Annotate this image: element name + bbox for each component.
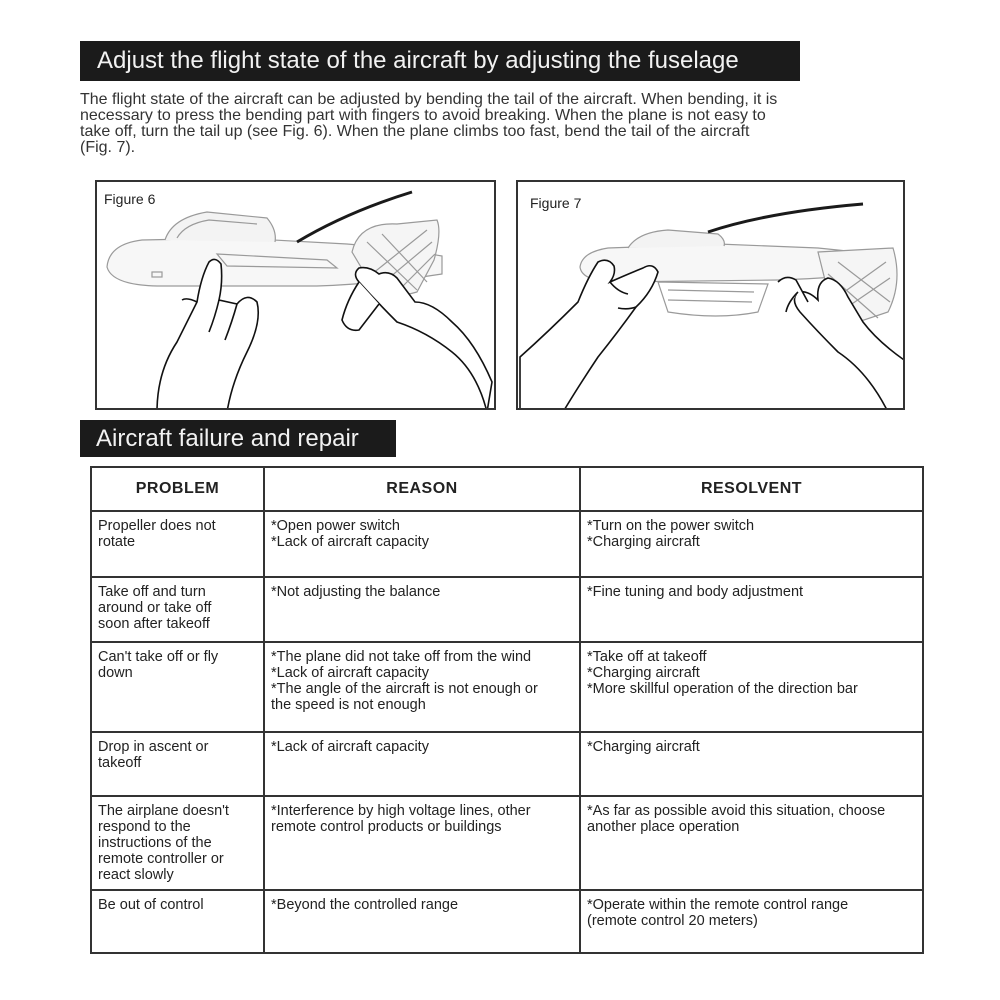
cell-resolvent: *Turn on the power switch *Charging aircraft bbox=[580, 511, 923, 577]
header-problem: PROBLEM bbox=[91, 467, 264, 511]
cell-reason: *Interference by high voltage lines, other remote control products or buildings bbox=[264, 796, 580, 890]
cell-resolvent: *As far as possible avoid this situation, choose another place operation bbox=[580, 796, 923, 890]
figure-6-illustration bbox=[97, 182, 496, 410]
cell-resolvent: *Operate within the remote control range (remote control 20 meters) bbox=[580, 890, 923, 953]
cell-problem: Take off and turn around or take off soon after takeoff bbox=[91, 577, 264, 642]
intro-paragraph: The flight state of the aircraft can be adjusted by bending the tail of the aircraft. When bending, it is necessary to press the bending part with fingers to avoid breaking. When the plane is not easy to take off, turn the tail up (see Fig. 6). When the plane climbs too fast, bend the tail of the aircraft (Fig. 7). bbox=[80, 91, 778, 156]
header-reason: REASON bbox=[264, 467, 580, 511]
cell-problem: Propeller does not rotate bbox=[91, 511, 264, 577]
figure-6-label: Figure 6 bbox=[104, 191, 156, 207]
failure-repair-table bbox=[90, 466, 924, 954]
cell-reason: *Not adjusting the balance bbox=[264, 577, 580, 642]
table-row bbox=[91, 796, 923, 890]
section-title-failure-repair: Aircraft failure and repair bbox=[80, 420, 396, 457]
figure-7-label: Figure 7 bbox=[530, 195, 582, 211]
cell-problem: Drop in ascent or takeoff bbox=[91, 732, 264, 796]
figure-7-illustration bbox=[518, 182, 905, 410]
cell-reason: *Open power switch *Lack of aircraft capacity bbox=[264, 511, 580, 577]
table-header-row bbox=[91, 467, 923, 511]
table-row bbox=[91, 511, 923, 577]
table-row bbox=[91, 732, 923, 796]
cell-problem: Can't take off or fly down bbox=[91, 642, 264, 732]
cell-resolvent: *Charging aircraft bbox=[580, 732, 923, 796]
cell-reason: *Beyond the controlled range bbox=[264, 890, 580, 953]
cell-problem: The airplane doesn't respond to the instructions of the remote controller or react slowly bbox=[91, 796, 264, 890]
figure-7 bbox=[516, 180, 905, 410]
cell-resolvent: *Take off at takeoff *Charging aircraft *More skillful operation of the direction bar bbox=[580, 642, 923, 732]
figure-6 bbox=[95, 180, 496, 410]
section-title-adjust-flight: Adjust the flight state of the aircraft by adjusting the fuselage bbox=[80, 41, 800, 81]
cell-resolvent: *Fine tuning and body adjustment bbox=[580, 577, 923, 642]
cell-reason: *The plane did not take off from the wind *Lack of aircraft capacity *The angle of the aircraft is not enough or the speed is not enough bbox=[264, 642, 580, 732]
table-row bbox=[91, 577, 923, 642]
cell-problem: Be out of control bbox=[91, 890, 264, 953]
header-resolvent: RESOLVENT bbox=[580, 467, 923, 511]
cell-reason: *Lack of aircraft capacity bbox=[264, 732, 580, 796]
table-row bbox=[91, 890, 923, 953]
table-row bbox=[91, 642, 923, 732]
